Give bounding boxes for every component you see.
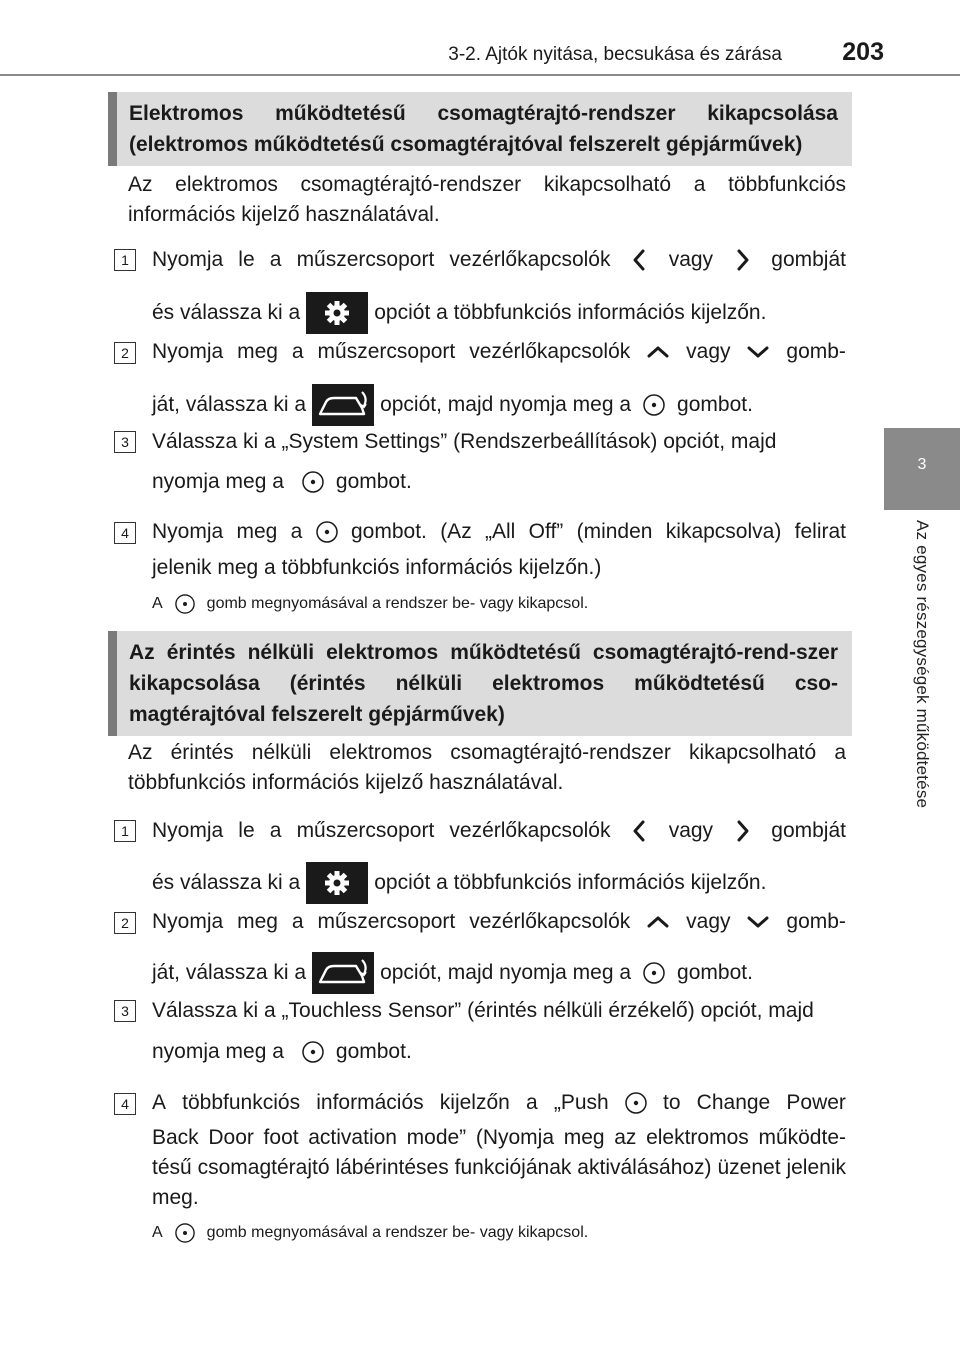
step-text: jelenik meg a többfunkciós információs kijelzőn.) xyxy=(152,556,602,579)
word: le xyxy=(238,248,255,271)
word: a xyxy=(291,910,304,933)
word: vezérlőkapcsolók xyxy=(449,248,611,271)
text: opciót a többfunkciós információs kijelzőn. xyxy=(374,301,767,324)
page-number: 203 xyxy=(842,38,884,66)
word: felirat xyxy=(794,520,846,543)
word: műszercsoport xyxy=(317,910,456,933)
word: többfunkciós xyxy=(182,1091,301,1114)
step-number: 3 xyxy=(114,1000,136,1022)
step-line xyxy=(152,817,846,845)
text: és válassza ki a xyxy=(152,301,301,324)
word: „Push xyxy=(553,1091,609,1114)
step-line xyxy=(152,384,753,426)
step-text: Válassza ki a „Touchless Sensor” (érintés nélküli érzékelő) opciót, majd xyxy=(152,999,814,1022)
word: gombját xyxy=(771,248,846,271)
word: gombot. xyxy=(350,520,427,543)
step-number: 4 xyxy=(114,1093,136,1115)
word: le xyxy=(238,819,255,842)
word: Change xyxy=(696,1091,771,1114)
word: Nyomja xyxy=(152,910,224,933)
chevron-right-icon xyxy=(728,817,756,845)
ok-button-icon xyxy=(643,394,665,416)
text: A xyxy=(152,595,163,612)
word: gombját xyxy=(771,819,846,842)
chevron-up-icon xyxy=(644,908,672,936)
text: nyomja meg a xyxy=(152,1040,284,1063)
vehicle-back-door-icon xyxy=(312,952,374,994)
step-line xyxy=(152,1089,846,1117)
page-header-title: 3-2. Ajtók nyitása, becsukása és zárása xyxy=(448,44,782,65)
ok-button-icon xyxy=(643,962,665,984)
text: ját, válassza ki a xyxy=(152,961,307,984)
step-line xyxy=(152,292,766,334)
step-line xyxy=(152,518,846,546)
word: vagy xyxy=(686,340,731,363)
vehicle-back-door-icon xyxy=(312,384,374,426)
ok-button-icon xyxy=(175,594,195,614)
step-text: Back Door foot activation mode” (Nyomja meg az elektromos működte-tésű csomagtérajtó lábérintéses funkciójának aktiválásához) üzenet jelenik meg. xyxy=(152,1126,846,1209)
note-line xyxy=(152,1222,588,1244)
chapter-tab xyxy=(884,428,960,510)
step-line xyxy=(152,246,846,274)
step-line xyxy=(152,952,753,994)
word: a xyxy=(525,1091,538,1114)
word: vagy xyxy=(668,819,714,842)
step-number: 4 xyxy=(114,522,136,544)
section-heading: Az érintés nélküli elektromos működtetésű csomagtérajtó-rend-szer kikapcsolása (érintés nélküli elektromos működtetésű cso-magtérajtóval felszerelt gépjárművek) xyxy=(108,631,852,736)
step-line xyxy=(152,468,412,496)
section-heading: Elektromos működtetésű csomagtérajtó-rendszer kikapcsolása (elektromos működtetésű csomagtérajtóval felszerelt gépjárművek) xyxy=(108,92,852,166)
text: és válassza ki a xyxy=(152,871,301,894)
step-text: Válassza ki a „System Settings” (Rendszerbeállítások) opciót, majd xyxy=(152,430,777,453)
word: a xyxy=(290,520,303,543)
text: nyomja meg a xyxy=(152,470,284,493)
word: műszercsoport xyxy=(296,248,435,271)
settings-gear-icon xyxy=(306,862,368,904)
section-intro: Az érintés nélküli elektromos csomagtérajtó-rendszer kikapcsolható a többfunkciós információs kijelző használatával. xyxy=(128,741,846,794)
text: A xyxy=(152,1224,163,1241)
text: opciót, majd nyomja meg a xyxy=(380,393,632,416)
word: műszercsoport xyxy=(296,819,435,842)
note-line xyxy=(152,593,588,615)
text: gomb megnyomásával a rendszer be- vagy kikapcsol. xyxy=(206,1224,589,1241)
word: Nyomja xyxy=(152,520,224,543)
chevron-up-icon xyxy=(644,338,672,366)
word: A xyxy=(152,1091,167,1114)
text: gombot. xyxy=(335,470,412,493)
chapter-number: 3 xyxy=(917,456,927,473)
word: vagy xyxy=(668,248,714,271)
word: vezérlőkapcsolók xyxy=(469,910,631,933)
word: (Az xyxy=(440,520,472,543)
chevron-down-icon xyxy=(744,908,772,936)
word: a xyxy=(269,248,282,271)
chevron-right-icon xyxy=(728,246,756,274)
word: vagy xyxy=(686,910,731,933)
step-line xyxy=(152,862,766,904)
word: meg xyxy=(237,340,278,363)
word: gomb- xyxy=(786,910,846,933)
step-line xyxy=(152,908,846,936)
text: gomb megnyomásával a rendszer be- vagy kikapcsol. xyxy=(206,595,589,612)
step-number: 1 xyxy=(114,249,136,271)
word: műszercsoport xyxy=(317,340,456,363)
ok-button-icon xyxy=(316,521,338,543)
text: ját, válassza ki a xyxy=(152,393,307,416)
ok-button-icon xyxy=(175,1223,195,1243)
word: (minden xyxy=(576,520,653,543)
word: információs xyxy=(316,1091,424,1114)
word: a xyxy=(269,819,282,842)
ok-button-icon xyxy=(625,1092,647,1114)
ok-button-icon xyxy=(302,471,324,493)
word: Power xyxy=(786,1091,846,1114)
settings-gear-icon xyxy=(306,292,368,334)
word: vezérlőkapcsolók xyxy=(469,340,631,363)
word: meg xyxy=(237,910,278,933)
word: Nyomja xyxy=(152,248,224,271)
section-intro: Az elektromos csomagtérajtó-rendszer kikapcsolható a többfunkciós információs kijelző használatával. xyxy=(128,173,846,226)
word: Nyomja xyxy=(152,340,224,363)
word: a xyxy=(291,340,304,363)
step-number: 2 xyxy=(114,912,136,934)
step-number: 1 xyxy=(114,820,136,842)
word: vezérlőkapcsolók xyxy=(449,819,611,842)
text: gombot. xyxy=(677,961,753,984)
step-number: 3 xyxy=(114,431,136,453)
text: opciót a többfunkciós információs kijelzőn. xyxy=(374,871,767,894)
header-divider xyxy=(0,74,960,76)
step-line xyxy=(152,1038,412,1066)
word: meg xyxy=(236,520,278,543)
text: opciót, majd nyomja meg a xyxy=(380,961,632,984)
word: „All xyxy=(485,520,516,543)
ok-button-icon xyxy=(302,1041,324,1063)
word: Nyomja xyxy=(152,819,224,842)
step-number: 2 xyxy=(114,342,136,364)
chevron-left-icon xyxy=(626,817,654,845)
chevron-down-icon xyxy=(744,338,772,366)
word: gomb- xyxy=(786,340,846,363)
text: gombot. xyxy=(335,1040,412,1063)
step-line xyxy=(152,338,846,366)
chevron-left-icon xyxy=(626,246,654,274)
word: Off” xyxy=(528,520,564,543)
word: kijelzőn xyxy=(439,1091,510,1114)
word: to xyxy=(663,1091,681,1114)
text: gombot. xyxy=(677,393,753,416)
word: kikapcsolva) xyxy=(665,520,782,543)
chapter-label: Az egyes részegységek működtetése xyxy=(913,520,932,809)
